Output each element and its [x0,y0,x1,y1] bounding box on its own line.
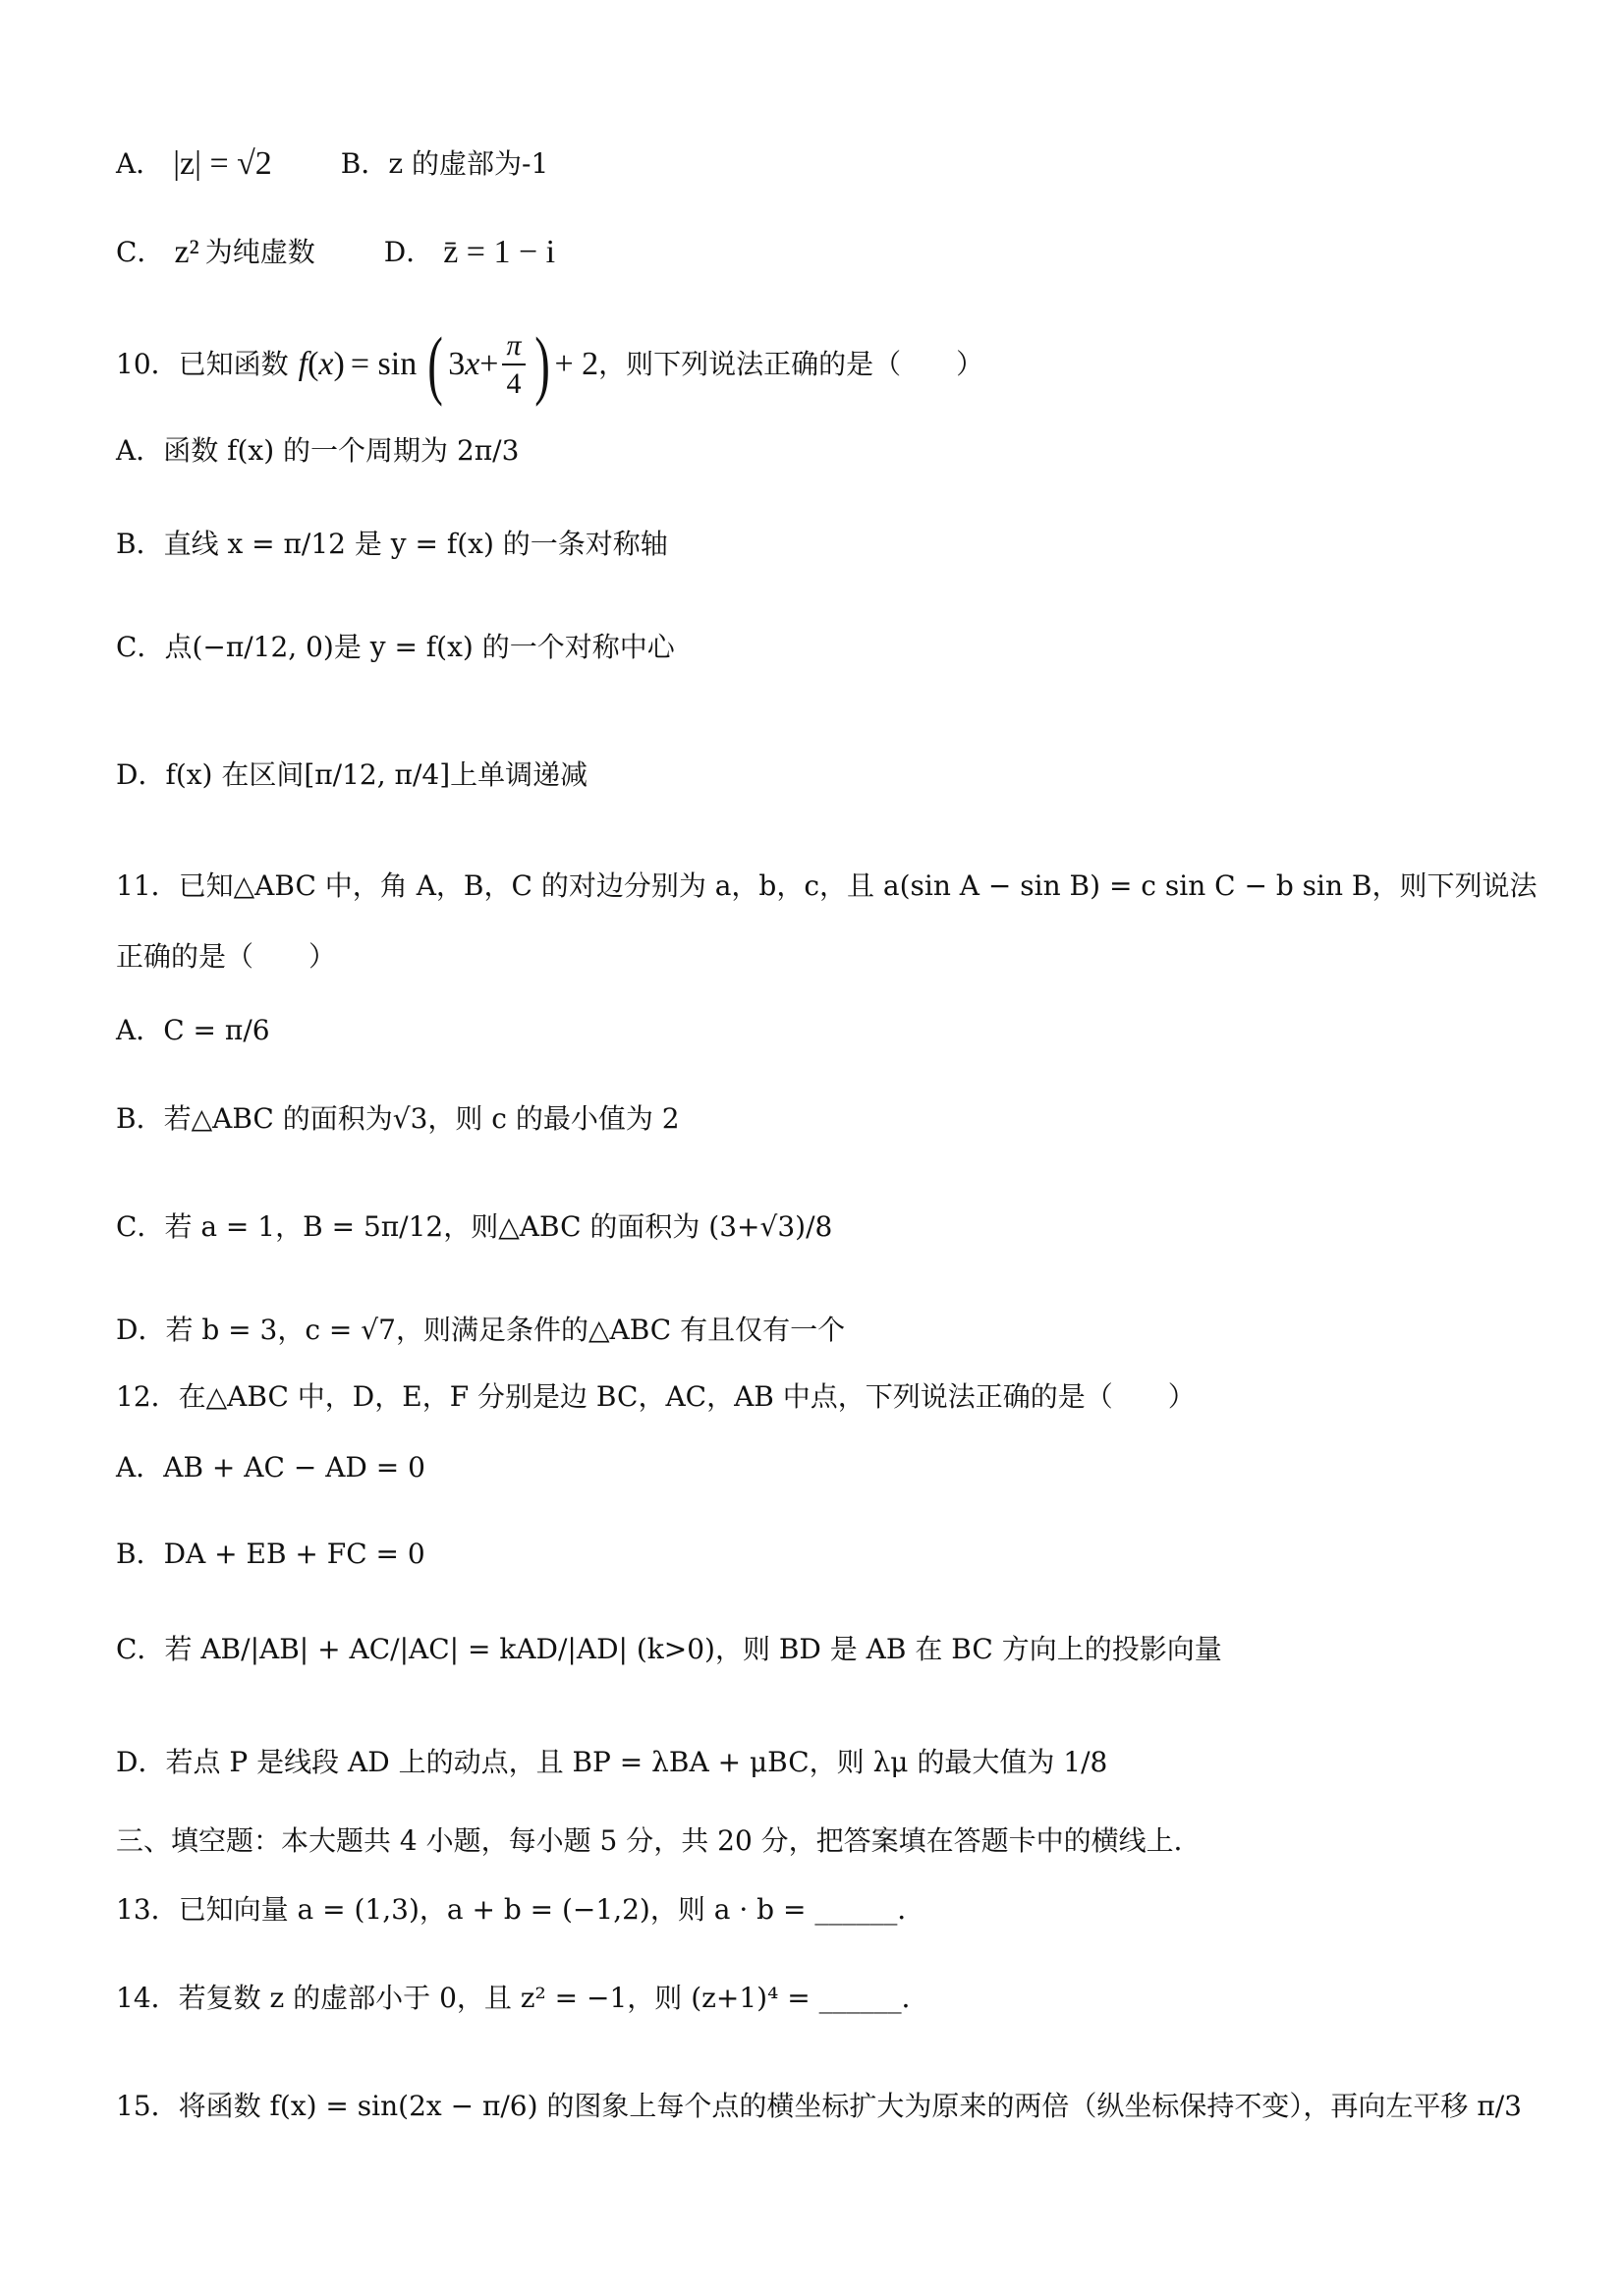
q12-option-d-label: D． [116,1746,166,1778]
q12-option-c [116,1633,1222,1665]
q10-option-a-label: A． [116,434,164,467]
q11-option-a-text: C = π/6 [163,1014,270,1046]
q9-option-c-text: 为纯虚数 [204,236,315,268]
q14 [116,1982,929,2014]
q9-option-b-text: z 的虚部为-1 [388,147,549,180]
section3-header-text: 三、填空题：本大题共 4 小题，每小题 5 分，共 20 分，把答案填在答题卡中的横线上． [116,1824,1202,1857]
q11-stem-line1 [116,869,1538,902]
q10-option-a [116,434,520,467]
q12-option-a [116,1451,425,1484]
q10-option-d [116,758,588,791]
q12-option-b [116,1540,425,1568]
q9-option-row-ab [116,147,548,181]
q10-option-c-label: C． [116,631,165,663]
q12-option-c-label: C． [116,1633,165,1665]
q14-text: 14．若复数 z 的虚部小于 0，且 z² = −1，则 (z+1)⁴ = ______． [116,1982,929,2014]
q15-text: 15．将函数 f(x) = sin(2x − π/6) 的图象上每个点的横坐标扩大为原来的两倍（纵坐标保持不变），再向左平移 π/3 [116,2090,1522,2122]
q10-option-a-text: 函数 f(x) 的一个周期为 2π/3 [163,434,520,467]
q11-option-a [116,1014,270,1046]
q9-option-d-math: z̄ = 1 − i [443,234,556,270]
q13-text: 13．已知向量 a = (1,3)，a + b = (−1,2)，则 a · b = ______． [116,1893,925,1926]
q12-option-a-label: A． [116,1451,164,1484]
q11-option-d-text: 若 b = 3，c = √7，则满足条件的△ABC 有且仅有一个 [165,1314,846,1346]
q11-option-d [116,1316,845,1344]
q11-option-d-label: D． [116,1314,166,1346]
q12-option-d-text: 若点 P 是线段 AD 上的动点，且 BP = λBA + μBC，则 λμ 的最大值为 1/8 [165,1746,1108,1778]
q10-option-c [116,631,675,663]
q10-option-b-text: 直线 x = π/12 是 y = f(x) 的一条对称轴 [163,528,668,560]
q11-option-b-text: 若△ABC 的面积为√3，则 c 的最小值为 2 [163,1102,680,1135]
q10-stem-prefix: 10．已知函数 [116,348,289,380]
q11-option-b [116,1102,680,1135]
q11-option-c-text: 若 a = 1，B = 5π/12，则△ABC 的面积为 (3+√3)/8 [164,1210,833,1243]
section3-header [116,1824,1202,1857]
q11-option-b-label: B． [116,1102,164,1135]
q12-option-b-text: DA + EB + FC = 0 [163,1538,425,1570]
q15 [116,2090,1522,2122]
q9-option-b: B． [340,147,389,180]
q10-option-d-label: D． [116,758,166,791]
q11-stem-line1-text: 11．已知△ABC 中，角 A，B，C 的对边分别为 a，b，c，且 a(sin A − sin B) = c sin C − b sin B，则下列说法 [116,869,1538,902]
q12-stem [116,1380,1196,1413]
q10-option-d-text: f(x) 在区间[π/12, π/4]上单调递减 [165,758,588,791]
q10-option-b [116,528,668,560]
q10-stem: 10．已知函数 f ( x ) = sin ( 3 x + $\frac{\pi}{4}$ ) + 2 ，则下列说法正确的是（ ） [116,320,984,407]
q11-stem-line2 [116,940,337,973]
q10-option-c-text: 点(−π/12, 0)是 y = f(x) 的一个对称中心 [164,631,675,663]
q10-stem-suffix: ，则下列说法正确的是（ ） [598,348,984,380]
q9-option-row-cd [116,236,555,269]
q9-option-a-math: |z| = √2 [173,145,272,182]
q12-stem-text: 12．在△ABC 中，D，E，F 分别是边 BC，AC，AB 中点，下列说法正确的是（ ） [116,1380,1196,1413]
q11-option-c [116,1210,833,1243]
q9-option-a: A． [116,147,164,180]
q9-option-c-math: z² [174,234,199,270]
q11-option-c-label: C． [116,1210,165,1243]
q10-option-b-label: B． [116,528,164,560]
q9-option-d: D． [383,236,434,268]
q12-option-b-label: B． [116,1538,164,1570]
q11-stem-line2-text: 正确的是（ ） [116,940,337,973]
q12-option-a-text: AB + AC − AD = 0 [163,1451,425,1484]
q11-option-a-label: A． [116,1014,164,1046]
q12-option-c-text: 若 AB/|AB| + AC/|AC| = kAD/|AD| (k>0)，则 BD 是 AB 在 BC 方向上的投影向量 [164,1633,1222,1665]
q12-option-d [116,1746,1108,1778]
q13 [116,1893,925,1926]
q9-option-c: C． [116,236,165,268]
